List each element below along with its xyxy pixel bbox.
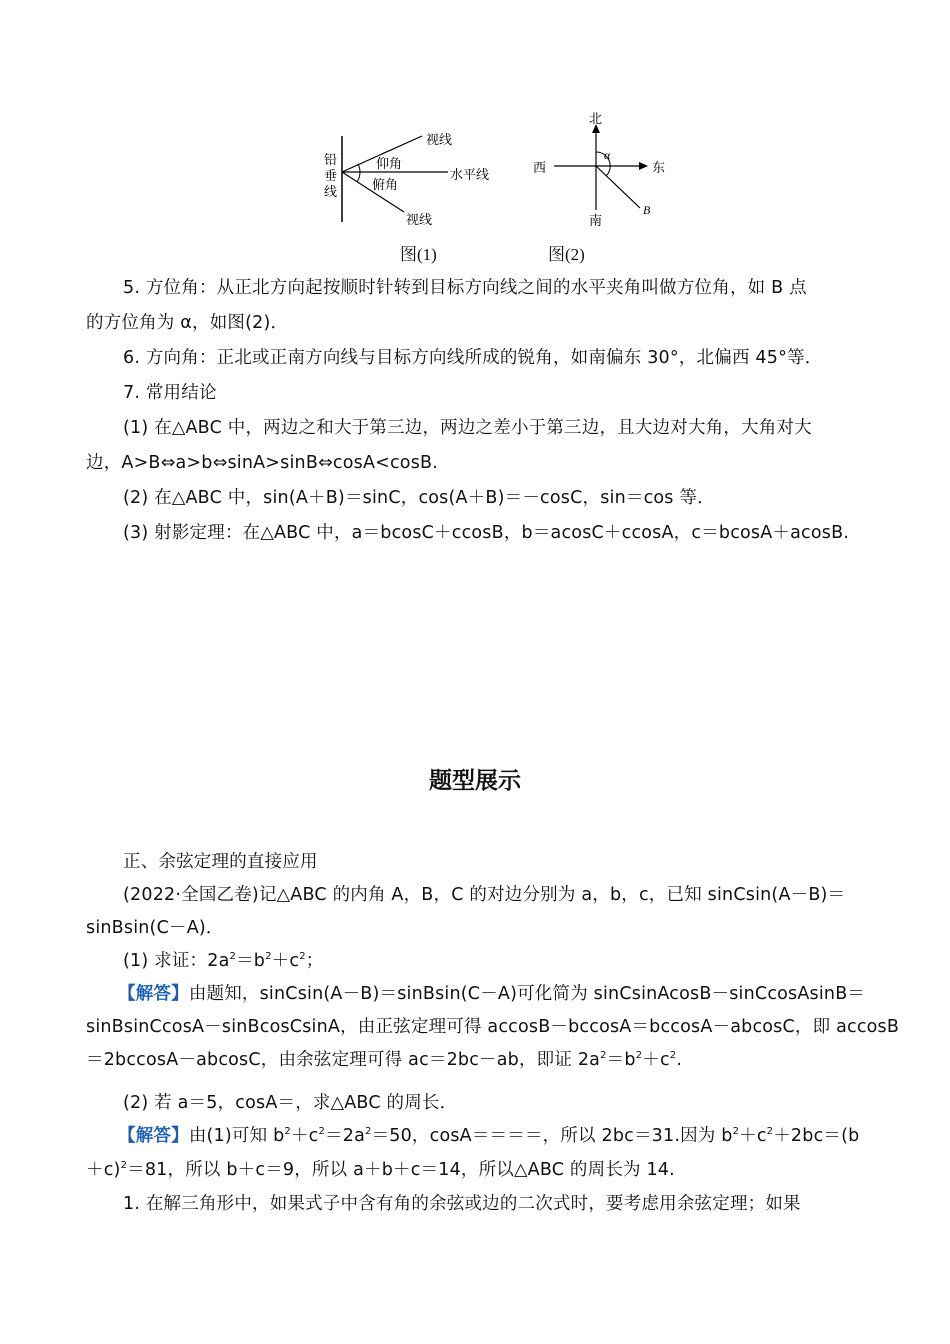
q1-end: ； (305, 951, 324, 971)
answer-1-line-3 (86, 1048, 866, 1072)
figure-2-caption: 图(2) (548, 245, 585, 264)
answer-2-line-2 (86, 1158, 866, 1182)
plumb-label-2: 垂 (324, 169, 338, 184)
exponent: 2 (669, 1050, 677, 1061)
a2-l1e: ＋c (739, 1126, 767, 1146)
exponent: 2 (365, 1126, 372, 1137)
a2-l1f: ＋2bc＝(b (773, 1126, 860, 1146)
east-arrow-icon (639, 162, 648, 170)
item-6: 6. 方向角：正北或正南方向线与目标方向线所成的锐角，如南偏东 30°，北偏西 45°等． (123, 348, 823, 368)
elevation-label: 仰角 (376, 157, 403, 172)
section-title: 题型展示 (429, 768, 521, 794)
item-5-line-1: 5. 方位角：从正北方向起按顺时针转到目标方向线之间的水平夹角叫做方位角，如 B 点 (123, 278, 807, 298)
plumb-label-3: 线 (324, 185, 338, 200)
a1-l3c: ＋c (642, 1050, 670, 1070)
a2-l2b: ＝81，所以 b＋c＝9，所以 a＋b＋c＝14，所以△ABC 的周长为 14. (127, 1160, 675, 1180)
answer-1-line-2: sinBsinCcosA－sinBcosCsinA，由正弦定理可得 accosB－bccosA＝bccosA－abcosC，即 accosB (86, 1017, 900, 1037)
a1-l3d: . (676, 1050, 683, 1070)
a1-l3a: ＝2bccosA－abcosC，由余弦定理可得 ac＝2bc－ab，即证 2a (86, 1050, 601, 1070)
question-2: (2) 若 a＝5，cosA＝，求△ABC 的周长． (123, 1093, 458, 1113)
sight-up-label: 视线 (426, 133, 453, 148)
north-label: 北 (589, 112, 603, 127)
exponent: 2 (120, 1160, 128, 1171)
item-7-heading: 7. 常用结论 (123, 383, 217, 403)
a2-l1d: ＝50，cosA＝＝＝＝，所以 2bc＝31.因为 b (371, 1126, 733, 1146)
note-1: 1. 在解三角形中，如果式子中含有角的余弦或边的二次式时，要考虑用余弦定理；如果 (123, 1194, 801, 1214)
q1-mid2: ＋c (271, 951, 300, 971)
point-b-label: B (643, 203, 651, 217)
exponent: 2 (265, 951, 272, 962)
east-label: 东 (652, 161, 666, 176)
a2-l1b: ＋c (290, 1126, 319, 1146)
exponent: 2 (318, 1126, 326, 1137)
answer-tag: 【解答】 (118, 984, 189, 1004)
topic-heading: 正、余弦定理的直接应用 (123, 852, 318, 872)
answer-1-line-1 (118, 982, 866, 1006)
exponent: 2 (229, 951, 237, 962)
a2-l2a: ＋c) (86, 1160, 121, 1180)
depression-label: 俯角 (372, 178, 399, 193)
q1-prefix: (1) 求证：2a (123, 951, 230, 971)
angle-figures (300, 104, 700, 274)
answer-2-line-1 (118, 1124, 861, 1148)
answer-1-text: 由题知，sinCsin(A－B)＝sinBsin(C－A)可化简为 sinCsinAcosB－sinCcosAsinB＝ (188, 984, 866, 1004)
exponent: 2 (635, 1050, 643, 1061)
elevation-arc (358, 164, 360, 172)
a2-l1a: 由(1)可知 b (188, 1126, 285, 1146)
figure-1-caption: 图(1) (400, 245, 437, 264)
problem-line-1: (2022·全国乙卷)记△ABC 的内角 A，B，C 的对边分别为 a，b，c，已知 sinCsin(A－B)＝ (123, 885, 846, 905)
sight-down-label: 视线 (406, 213, 433, 228)
depression-arc (357, 172, 360, 182)
question-1 (123, 949, 866, 973)
a1-l3b: ＝b (606, 1050, 636, 1070)
answer-tag: 【解答】 (118, 1126, 189, 1146)
exponent: 2 (284, 1126, 291, 1137)
a2-l1c: ＝2a (325, 1126, 365, 1146)
conclusion-1-line-1: (1) 在△ABC 中，两边之和大于第三边，两边之差小于第三边，且大边对大角，大角对大 (123, 418, 812, 438)
conclusion-2: (2) 在△ABC 中，sin(A＋B)＝sinC，cos(A＋B)＝－cosC，sin＝cos 等． (123, 488, 715, 508)
figure-diagrams (300, 104, 700, 234)
conclusion-1-line-2: 边，A>B⇔a>b⇔sinA>sinB⇔cosA<cosB. (86, 453, 439, 473)
problem-line-2: sinBsin(C－A)． (86, 918, 224, 938)
item-5-line-2: 的方位角为 α，如图(2)． (86, 313, 289, 333)
plumb-label-1: 铅 (324, 153, 338, 168)
bearing-line (596, 166, 640, 208)
q1-mid1: ＝b (236, 951, 266, 971)
exponent: 2 (600, 1050, 607, 1061)
alpha-label: α (604, 148, 611, 162)
exponent: 2 (766, 1126, 774, 1137)
exponent: 2 (299, 951, 306, 962)
exponent: 2 (732, 1126, 740, 1137)
horizontal-label: 水平线 (450, 168, 490, 183)
west-label: 西 (533, 161, 547, 176)
conclusion-3: (3) 射影定理：在△ABC 中，a＝bcosC＋ccosB，b＝acosC＋ccosA，c＝bcosA＋acosB. (123, 523, 850, 543)
south-label: 南 (589, 214, 603, 229)
